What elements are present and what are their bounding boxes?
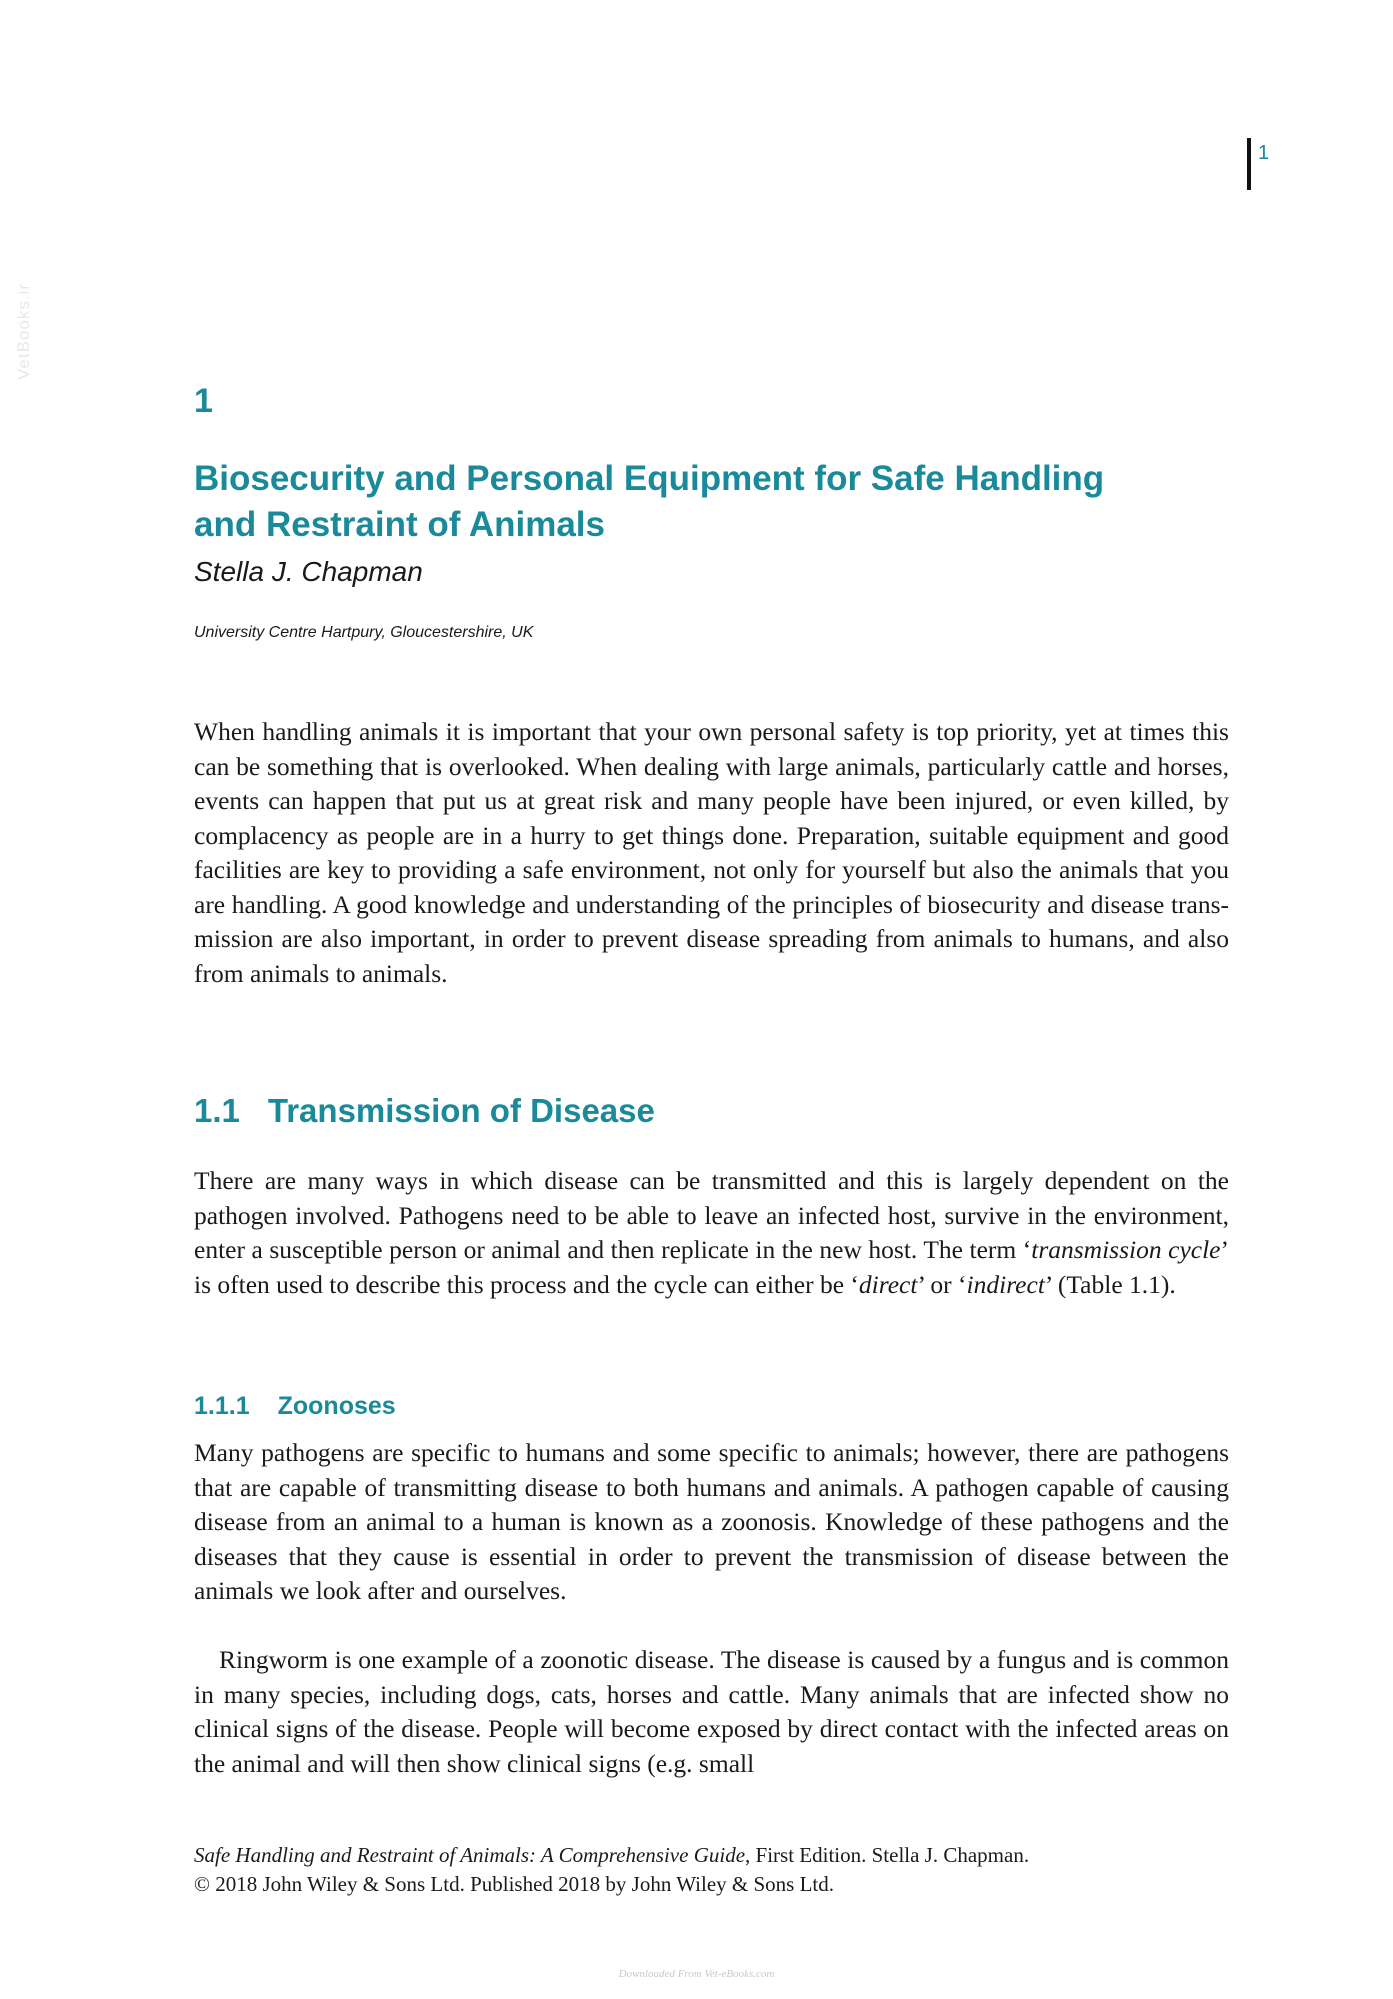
book-citation <box>194 1841 1244 1899</box>
chapter-title-line1: Biosecurity and Personal Equipment for Safe Handling <box>194 459 1105 498</box>
zoonoses-paragraph-1: Many pathogens are specific to humans and some specific to animals; however, there are pathogens that are capable of transmitting disease to both humans and animals. A pathogen capable of causing disease from an animal to a human is known as a zoonosis. Knowledge of these pathogens and the diseases that they cause is essential in order to prevent the transmission of disease between the animals we look after and ourselves. <box>194 1438 1229 1605</box>
subsection-title: Zoonoses <box>277 1392 396 1420</box>
term-direct: direct <box>858 1269 918 1299</box>
text-run: ’ or ‘ <box>917 1269 967 1299</box>
transmission-paragraph <box>194 1164 1229 1302</box>
intro-paragraph: When handling animals it is important that your own personal safety is top priority, yet at times this can be something that is overlooked. When dealing with large animals, particularly cattle and horses, events can happen that put us at great risk and many people have been injured, or even killed, by complacency as people are in a hurry to get things done. Preparation, suitable equipment and good facilities are key to providing a safe environment, not only for yourself but also the animals that you are handling. A good knowledge and understanding of the principles of biosecurity and disease trans-mission are also important, in order to prevent disease spreading from animals to humans, and also from animals to animals. <box>194 717 1229 988</box>
subsection-heading-1-1-1 <box>194 1392 396 1421</box>
term-indirect: indirect <box>966 1269 1045 1299</box>
page-number: 1 <box>1258 142 1270 164</box>
chapter-author: Stella J. Chapman <box>194 556 423 587</box>
section-number: 1.1 <box>194 1092 240 1129</box>
term-transmission-cycle: transmission cycle <box>1031 1235 1221 1264</box>
side-watermark: VetBooks.ir <box>14 283 33 380</box>
edition-author: , First Edition. Stella J. Chapman. <box>745 1843 1030 1867</box>
footer-watermark: Downloaded From Vet-eBooks.com <box>618 1968 775 1980</box>
text-run: ’ (Table 1.1). <box>1044 1269 1176 1299</box>
section-title: Transmission of Disease <box>267 1092 655 1129</box>
chapter-title-line2: and Restraint of Animals <box>194 505 605 544</box>
chapter-title <box>194 456 1144 548</box>
text-run: There are many ways in which disease can be transmitted and this is largely dependent on the pathogen involved. Pathogens need to be able to leave an infected host, survive in the environment, enter a susceptible person or animal and then replicate in the new host. The term ‘ <box>194 1166 1229 1264</box>
book-title: Safe Handling and Restraint of Animals: A Comprehensive Guide <box>194 1843 746 1867</box>
copyright-line: © 2018 John Wiley & Sons Ltd. Published 2018 by John Wiley & Sons Ltd. <box>194 1872 835 1896</box>
subsection-number: 1.1.1 <box>194 1392 250 1420</box>
zoonoses-paragraph-2: Ringworm is one example of a zoonotic disease. The disease is caused by a fungus and is common in many species, including dogs, cats, horses and cattle. Many animals that are infected show no clinical signs of the disease. People will become exposed by direct contact with the infected areas on the animal and will then show clinical signs (e.g. small <box>194 1645 1229 1778</box>
page-marker-bar <box>1247 138 1251 190</box>
author-affiliation: University Centre Hartpury, Gloucestershire, UK <box>194 624 534 641</box>
text-run: ’ is often used to describe this process and the cycle can either be ‘ <box>194 1235 1229 1299</box>
section-heading-1-1 <box>194 1092 655 1130</box>
chapter-number: 1 <box>194 382 213 420</box>
